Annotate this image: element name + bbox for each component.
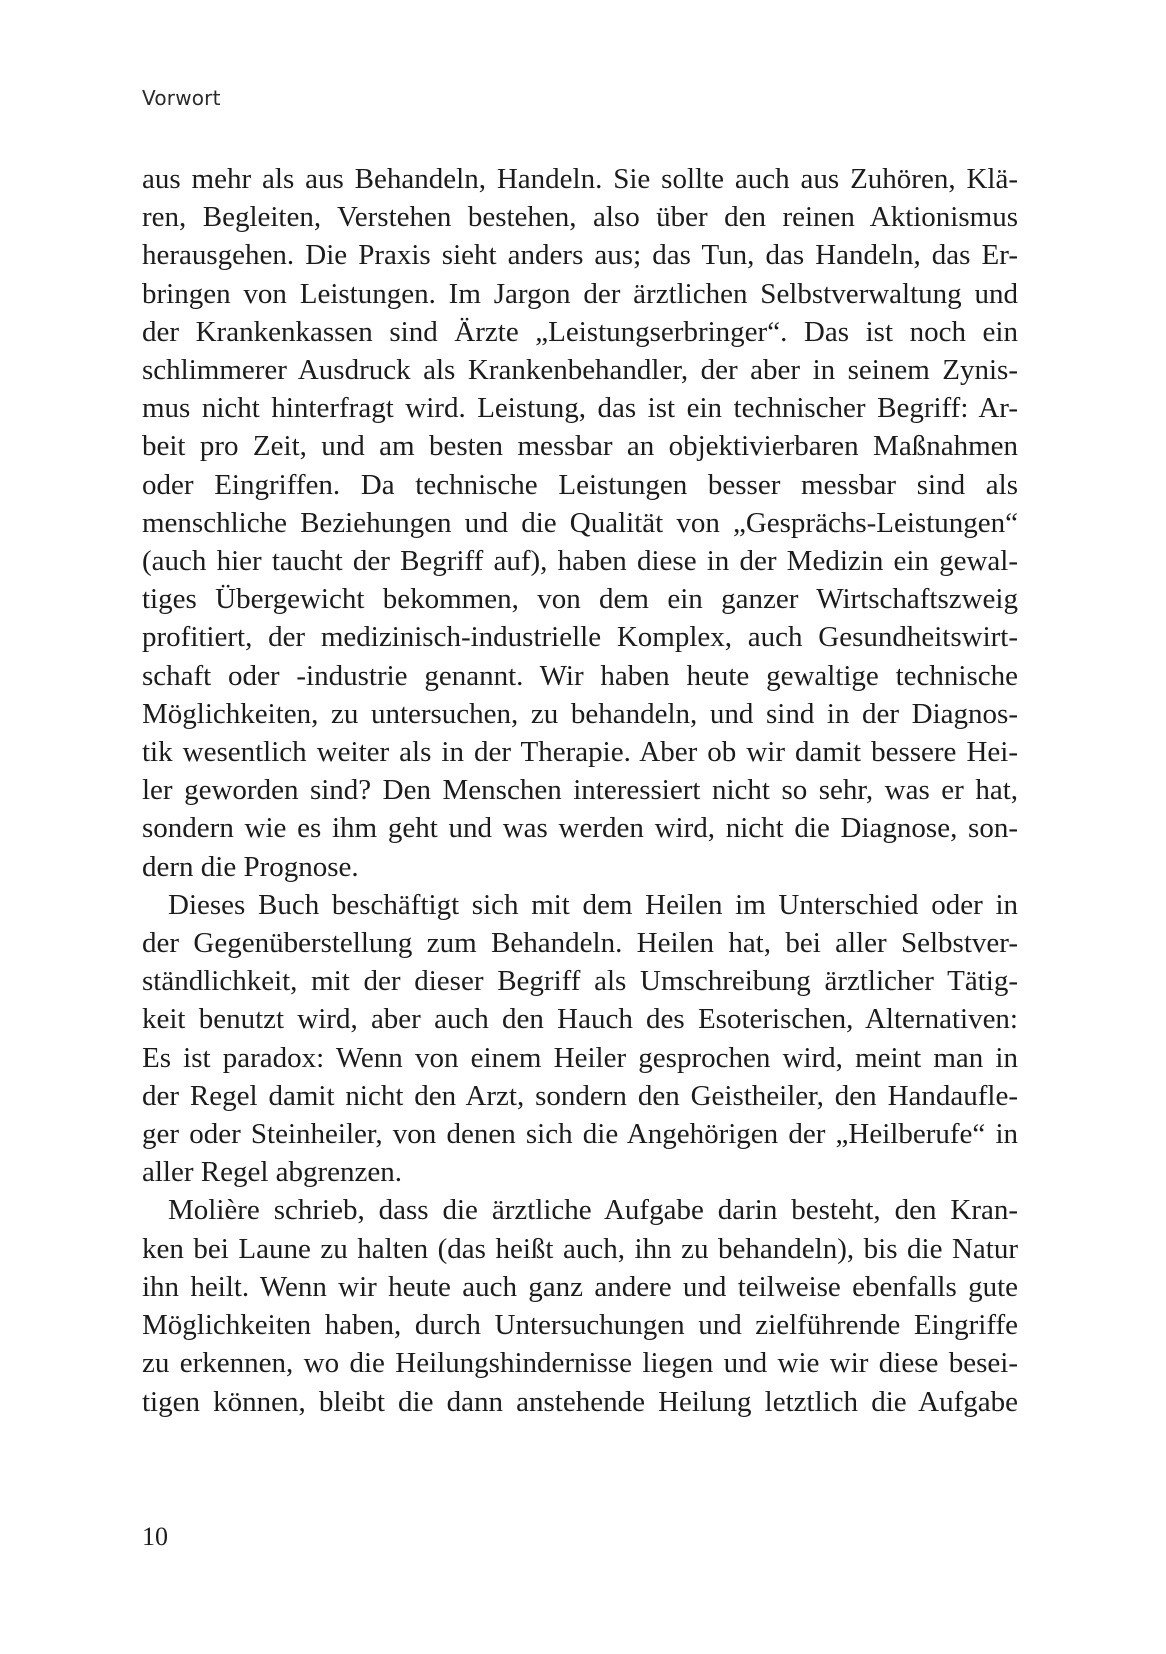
text-line: der Regel damit nicht den Arzt, sondern den Geistheiler, den Handaufle- (142, 1079, 1018, 1112)
text-line: tigen können, bleibt die dann anstehende Heilung letztlich die Aufgabe (142, 1385, 1018, 1418)
text-line: beit pro Zeit, und am besten messbar an objektivierbaren Maßnahmen (142, 430, 1018, 463)
text-line: profitiert, der medizinisch-industrielle Komplex, auch Gesundheitswirt- (142, 621, 1018, 654)
text-line: dern die Prognose. (142, 850, 359, 883)
text-line: (auch hier taucht der Begriff auf), haben diese in der Medizin ein gewal- (142, 545, 1018, 578)
text-line: oder Eingriffen. Da technische Leistungen besser messbar sind als (142, 468, 1018, 501)
text-line: ler geworden sind? Den Menschen interessiert nicht so sehr, was er hat, (142, 774, 1018, 807)
text-line: Es ist paradox: Wenn von einem Heiler gesprochen wird, meint man in (142, 1041, 1018, 1074)
paragraph (142, 886, 1018, 1192)
text-line: mus nicht hinterfragt wird. Leistung, das ist ein technischer Begriff: Ar- (142, 392, 1018, 425)
text-line: sondern wie es ihm geht und was werden wird, nicht die Diagnose, son- (142, 812, 1018, 845)
text-line: ren, Begleiten, Verstehen bestehen, also über den reinen Aktionismus (142, 201, 1018, 234)
text-line: aus mehr als aus Behandeln, Handeln. Sie sollte auch aus Zuhören, Klä- (142, 163, 1018, 195)
page-number: 10 (142, 1522, 168, 1551)
text-line: Möglichkeiten haben, durch Untersuchungen und zielführende Eingriffe (142, 1309, 1018, 1342)
paragraph (142, 1191, 1018, 1420)
text-line: menschliche Beziehungen und die Qualität von „Gesprächs-Leistungen“ (142, 506, 1018, 539)
text-line: Möglichkeiten, zu untersuchen, zu behandeln, und sind in der Diagnos- (142, 697, 1018, 730)
running-head: Vorwort (142, 86, 221, 110)
text-line: Molière schrieb, dass die ärztliche Aufgabe darin besteht, den Kran- (168, 1194, 1018, 1227)
body-text (142, 160, 1018, 1421)
text-line: tik wesentlich weiter als in der Therapie. Aber ob wir damit bessere Hei- (142, 736, 1018, 769)
text-line: ken bei Laune zu halten (das heißt auch, ihn zu behandeln), bis die Natur (142, 1232, 1018, 1265)
paragraph (142, 160, 1018, 886)
text-line: ger oder Steinheiler, von denen sich die Angehörigen der „Heilberufe“ in (142, 1118, 1018, 1151)
text-line: herausgehen. Die Praxis sieht anders aus; das Tun, das Handeln, das Er- (142, 239, 1018, 272)
text-line: ständlichkeit, mit der dieser Begriff als Umschreibung ärztlicher Tätig- (142, 965, 1018, 998)
text-line: der Krankenkassen sind Ärzte „Leistungserbringer“. Das ist noch ein (142, 315, 1018, 348)
text-line: aller Regel abgrenzen. (142, 1156, 403, 1189)
text-line: der Gegenüberstellung zum Behandeln. Heilen hat, bei aller Selbstver- (142, 927, 1018, 960)
text-line: Dieses Buch beschäftigt sich mit dem Heilen im Unterschied oder in (168, 888, 1018, 921)
text-line: keit benutzt wird, aber auch den Hauch des Esoterischen, Alternativen: (142, 1003, 1018, 1036)
text-line: zu erkennen, wo die Heilungshindernisse liegen und wie wir diese besei- (142, 1347, 1018, 1380)
text-line: tiges Übergewicht bekommen, von dem ein ganzer Wirtschaftszweig (142, 583, 1018, 616)
text-line: schaft oder -industrie genannt. Wir haben heute gewaltige technische (142, 659, 1018, 692)
text-line: bringen von Leistungen. Im Jargon der ärztlichen Selbstverwaltung und (142, 277, 1018, 310)
text-line: schlimmerer Ausdruck als Krankenbehandler, der aber in seinem Zynis- (142, 354, 1018, 387)
text-line: ihn heilt. Wenn wir heute auch ganz andere und teilweise ebenfalls gute (142, 1270, 1018, 1303)
